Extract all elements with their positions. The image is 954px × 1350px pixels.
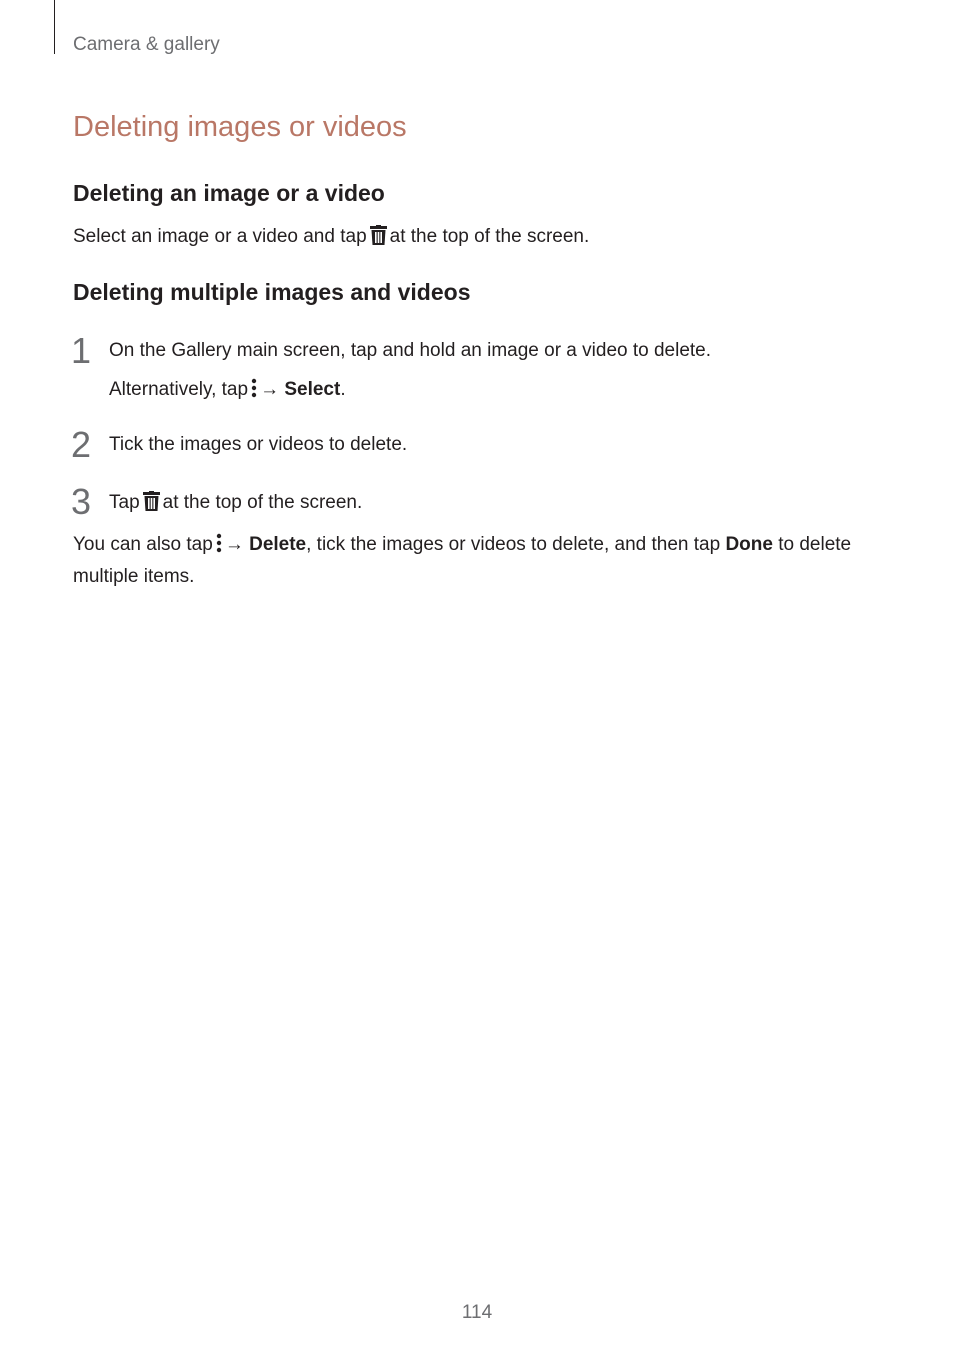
trash-icon bbox=[143, 491, 160, 517]
trash-icon bbox=[370, 225, 387, 251]
subheading-single: Deleting an image or a video bbox=[73, 180, 385, 206]
note-part-3: to delete multiple items. bbox=[73, 534, 852, 587]
step-3-text-after: at the top of the screen. bbox=[162, 492, 363, 513]
step-1-alternative bbox=[109, 378, 346, 404]
section-header: Camera & gallery bbox=[73, 34, 220, 55]
arrow: → bbox=[260, 379, 280, 400]
delete-label: Delete bbox=[249, 534, 307, 555]
note-part-1: You can also tap bbox=[73, 534, 213, 555]
note-part-2: , tick the images or videos to delete, and then tap bbox=[306, 534, 721, 555]
alt-text: Alternatively, tap bbox=[109, 379, 249, 400]
single-delete-instruction bbox=[73, 225, 589, 251]
note-arrow: → bbox=[224, 534, 244, 555]
header-rule bbox=[54, 0, 55, 54]
step-number-1: 1 bbox=[71, 330, 92, 371]
step-1-text: On the Gallery main screen, tap and hold an image or a video to delete. bbox=[109, 340, 712, 361]
page-number: 114 bbox=[461, 1302, 493, 1323]
step-number-3: 3 bbox=[71, 481, 92, 522]
instruction-text-before: Select an image or a video and tap bbox=[73, 226, 367, 247]
step-2-text: Tick the images or videos to delete. bbox=[109, 434, 408, 455]
note-paragraph bbox=[73, 530, 893, 591]
step-number-2: 2 bbox=[71, 424, 92, 465]
page-title: Deleting images or videos bbox=[73, 111, 407, 143]
more-options-icon bbox=[216, 533, 222, 562]
period: . bbox=[340, 379, 346, 400]
instruction-text-after: at the top of the screen. bbox=[389, 226, 590, 247]
subheading-multiple: Deleting multiple images and videos bbox=[73, 279, 471, 305]
step-3-text bbox=[109, 491, 362, 517]
more-options-icon bbox=[251, 378, 257, 404]
done-label: Done bbox=[725, 534, 773, 555]
select-label: Select bbox=[284, 379, 341, 400]
step-3-text-before: Tap bbox=[109, 492, 140, 513]
